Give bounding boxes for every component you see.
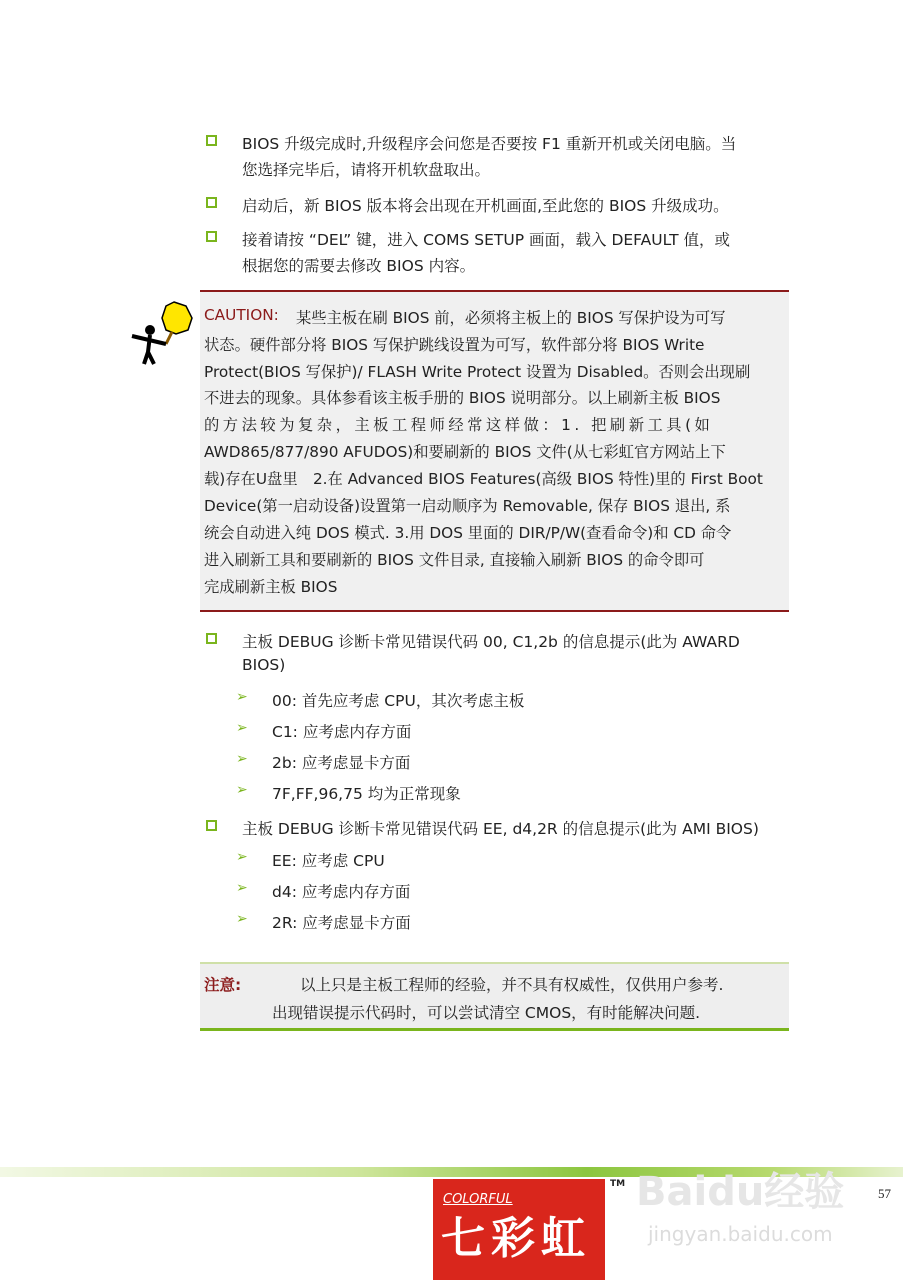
text-line: 7F,FF,96,75 均为正常现象 [272,785,461,803]
text-line: 不进去的现象。具体参看该主板手册的 BIOS 说明部分。以上刷新主板 BIOS [204,389,721,407]
logo-text-cn: 七彩虹 [441,1213,591,1264]
text-line: 根据您的需要去修改 BIOS 内容。 [242,257,476,275]
arrow-bullet-icon: ➢ [236,782,248,798]
text-line: 状态。硬件部分将 BIOS 写保护跳线设置为可写，软件部分将 BIOS Write [204,336,705,354]
text-line: EE: 应考虑 CPU [272,852,385,870]
caution-figure-icon [126,300,196,370]
arrow-bullet-icon: ➢ [236,689,248,705]
text-line: AWD865/877/890 AFUDOS)和要刷新的 BIOS 文件(从七彩虹官方网站上下 [204,443,726,461]
text-line: 接着请按 “DEL” 键，进入 COMS SETUP 画面，载入 DEFAULT 值，或 [242,231,731,249]
text-line: C1: 应考虑内存方面 [272,723,412,741]
checkbox-bullet-icon [206,231,217,242]
caution-label: CAUTION: [204,306,279,324]
text-line: 统会自动进入纯 DOS 模式. 3.用 DOS 里面的 DIR/P/W(查看命令)和 CD 命令 [204,524,732,542]
arrow-bullet-icon: ➢ [236,751,248,767]
text-line: 某些主板在刷 BIOS 前，必须将主板上的 BIOS 写保护设为可写 [296,309,726,327]
text-line: BIOS) [242,656,286,674]
checkbox-bullet-icon [206,820,217,831]
text-line: 以上只是主板工程师的经验，并不具有权威性，仅供用户参考. [300,976,724,994]
caution-box [200,290,789,612]
page-number: 57 [878,1186,891,1201]
text-line: 启动后，新 BIOS 版本将会出现在开机画面,至此您的 BIOS 升级成功。 [242,197,729,215]
text-line: 00: 首先应考虑 CPU，其次考虑主板 [272,692,525,710]
text-line: Device(第一启动设备)设置第一启动顺序为 Removable, 保存 BIOS 退出, 系 [204,497,731,515]
text-line: 的方法较为复杂，主板工程师经常这样做：1. 把刷新工具(如 [204,416,714,434]
text-line: BIOS 升级完成时,升级程序会问您是否要按 F1 重新开机或关闭电脑。当 [242,135,737,153]
text-line: 主板 DEBUG 诊断卡常见错误代码 EE, d4,2R 的信息提示(此为 AMI BIOS) [242,820,759,838]
logo-text: COLORFUL [443,1192,513,1207]
text-line: 完成刷新主板 BIOS [204,578,338,596]
text-line: Protect(BIOS 写保护)/ FLASH Write Protect 设置为 Disabled。否则会出现刷 [204,363,751,381]
arrow-bullet-icon: ➢ [236,849,248,865]
trademark: TM [610,1179,626,1189]
text-line: 2R: 应考虑显卡方面 [272,914,411,932]
colorful-logo [433,1179,605,1280]
arrow-bullet-icon: ➢ [236,911,248,927]
arrow-bullet-icon: ➢ [236,720,248,736]
checkbox-bullet-icon [206,197,217,208]
arrow-bullet-icon: ➢ [236,880,248,896]
text-line: 您选择完毕后，请将开机软盘取出。 [242,161,491,179]
text-line: 进入刷新工具和要刷新的 BIOS 文件目录, 直接输入刷新 BIOS 的命令即可 [204,551,705,569]
text-line: d4: 应考虑内存方面 [272,883,411,901]
checkbox-bullet-icon [206,633,217,644]
text-line: 出现错误提示代码时，可以尝试清空 CMOS，有时能解决问题. [272,1004,701,1022]
watermark: Baidu经验 [636,1169,845,1215]
note-box [200,962,789,1031]
watermark-url: jingyan.baidu.com [648,1222,833,1246]
text-line: 主板 DEBUG 诊断卡常见错误代码 00, C1,2b 的信息提示(此为 AWARD [242,633,740,651]
text-line: 2b: 应考虑显卡方面 [272,754,411,772]
note-label: 注意: [204,976,242,994]
checkbox-bullet-icon [206,135,217,146]
text-line: 载)存在U盘里 2.在 Advanced BIOS Features(高级 BIOS 特性)里的 First Boot [204,470,763,488]
